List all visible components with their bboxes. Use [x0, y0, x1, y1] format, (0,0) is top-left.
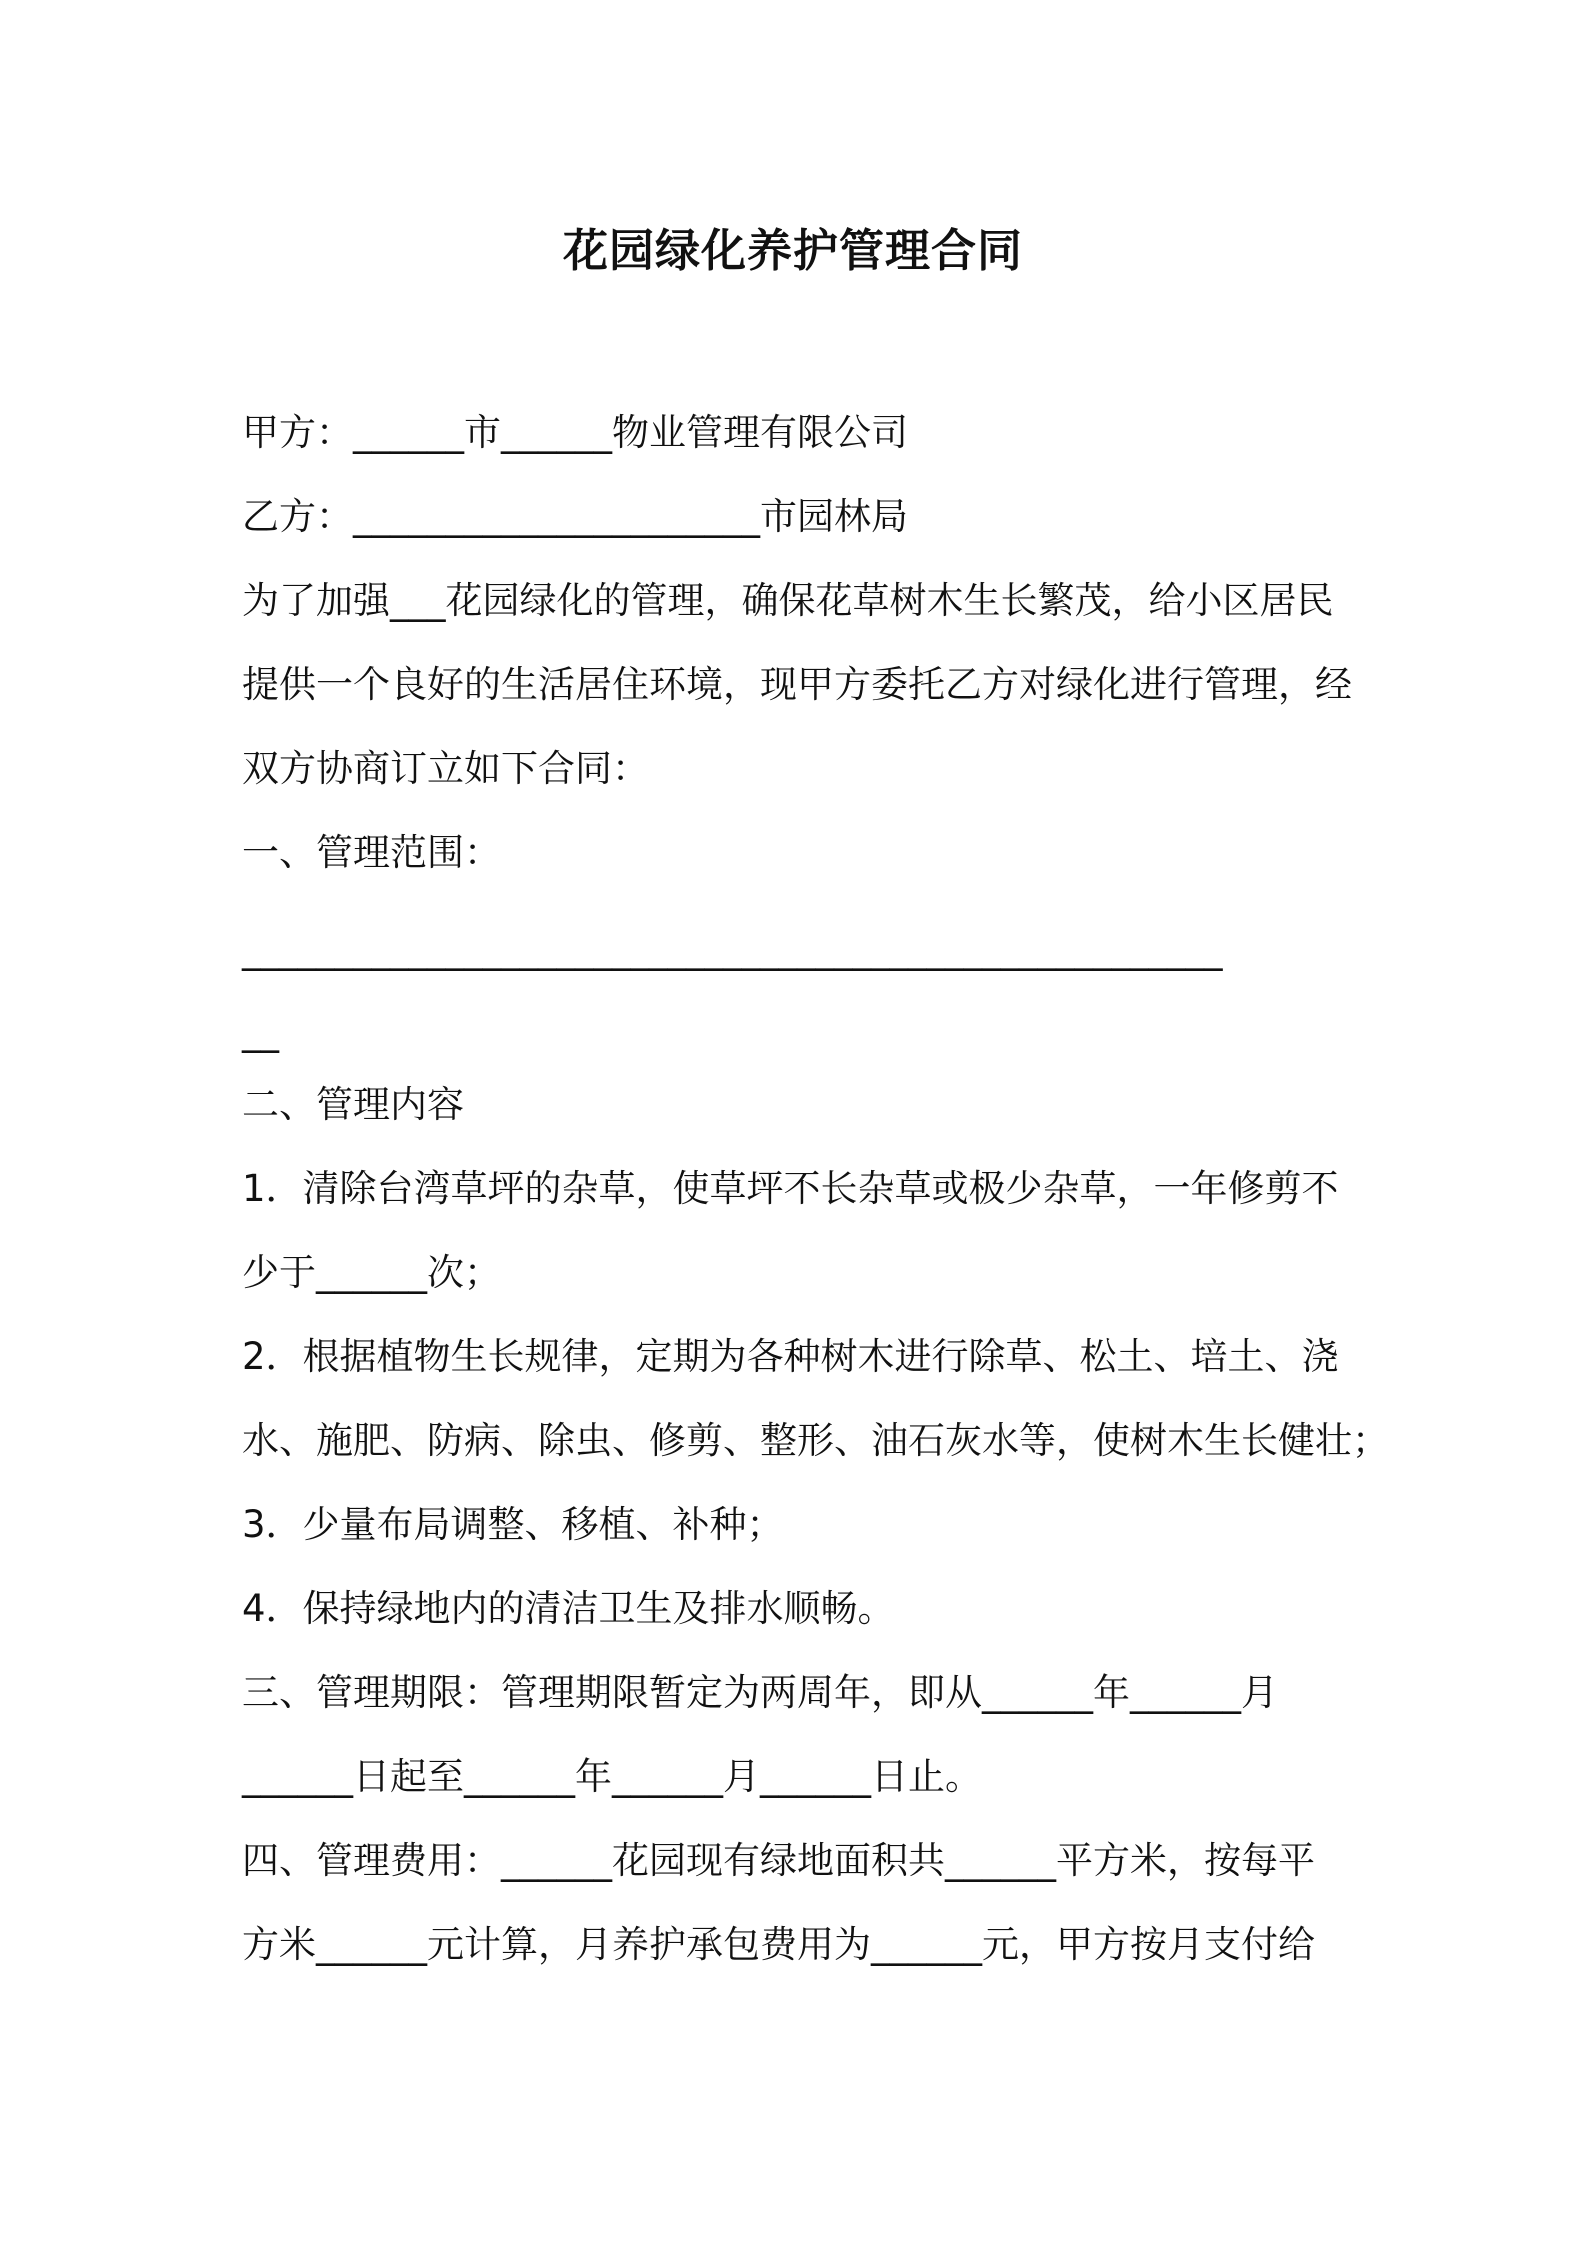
section1-blank-line-1: _____________________________________________________	[242, 928, 1223, 971]
section3-line-1: 三、管理期限：管理期限暂定为两周年，即从______年______月	[242, 1671, 1278, 1714]
section1-heading: 一、管理范围：	[242, 831, 501, 874]
document-title: 花园绿化养护管理合同	[562, 224, 1023, 277]
party-b-line: 乙方：______________________市园林局	[242, 495, 908, 538]
section2-item-line-2: 少于______次；	[242, 1251, 501, 1294]
section1-blank-line-2: __	[242, 1010, 279, 1053]
section2-item-line-1: 1．清除台湾草坪的杂草，使草坪不长杂草或极少杂草，一年修剪不	[242, 1167, 1339, 1210]
section4-line-1: 四、管理费用：______花园现有绿地面积共______平方米，按每平	[242, 1839, 1315, 1882]
party-a-line: 甲方：______市______物业管理有限公司	[242, 411, 908, 454]
section2-item-line-3: 2．根据植物生长规律，定期为各种树木进行除草、松土、培土、浇	[242, 1335, 1339, 1378]
preamble-line-3: 双方协商订立如下合同：	[242, 747, 649, 790]
preamble-line-2: 提供一个良好的生活居住环境，现甲方委托乙方对绿化进行管理，经	[242, 663, 1352, 706]
section2-heading: 二、管理内容	[242, 1083, 464, 1126]
section2-item-line-5: 3．少量布局调整、移植、补种；	[242, 1503, 784, 1546]
section3-line-2: ______日起至______年______月______日止。	[242, 1755, 982, 1798]
section2-item-line-6: 4．保持绿地内的清洁卫生及排水顺畅。	[242, 1587, 895, 1630]
section4-line-2: 方米______元计算，月养护承包费用为______元，甲方按月支付给	[242, 1923, 1315, 1966]
section2-item-line-4: 水、施肥、防病、除虫、修剪、整形、油石灰水等，使树木生长健壮；	[242, 1419, 1389, 1462]
preamble-line-1: 为了加强___花园绿化的管理，确保花草树木生长繁茂，给小区居民	[242, 579, 1334, 622]
